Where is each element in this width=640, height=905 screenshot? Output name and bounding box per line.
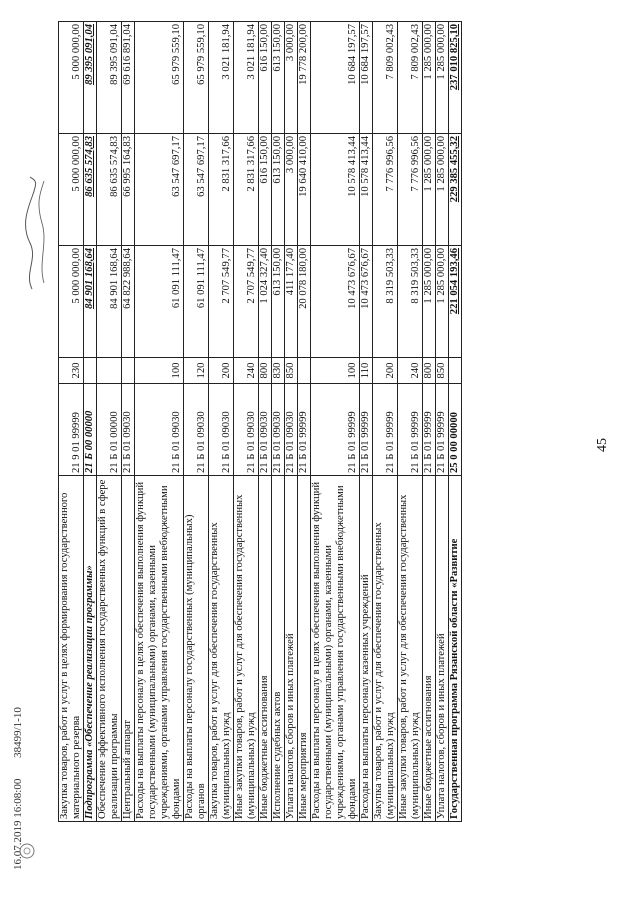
row-value-2021: 69 616 891,04 (122, 22, 135, 134)
row-value-2021: 237 010 825,10 (449, 22, 462, 134)
row-code: 21 9 01 99999 (59, 384, 84, 476)
row-name: Обеспечение эффективного исполнения государственных функций в сфере реализации программы (97, 476, 122, 822)
row-value-2019: 64 822 988,64 (122, 246, 135, 358)
row-value-2020: 7 776 996,56 (398, 134, 423, 246)
row-value-2021: 65 979 559,10 (184, 22, 209, 134)
row-value-2019: 2 707 549,77 (234, 246, 259, 358)
row-value-2021: 616 150,00 (259, 22, 272, 134)
row-value-2019: 8 319 503,33 (373, 246, 398, 358)
row-code: 21 Б 01 09030 (184, 384, 209, 476)
row-vr: 230 (59, 358, 84, 384)
table-row (122, 22, 135, 822)
table-row (272, 22, 285, 822)
row-value-2019: 1 285 000,00 (436, 246, 449, 358)
budget-table (58, 21, 462, 822)
table-row (298, 22, 311, 822)
row-code: 21 Б 01 09030 (272, 384, 285, 476)
table-row (449, 22, 462, 822)
row-value-2019: 1 024 327,40 (259, 246, 272, 358)
row-code: 21 Б 01 99999 (360, 384, 373, 476)
row-vr: 800 (259, 358, 272, 384)
budget-table-body (59, 22, 462, 822)
table-row (423, 22, 436, 822)
row-value-2020: 63 547 697,17 (135, 134, 184, 246)
table-row (184, 22, 209, 822)
row-code: 21 Б 01 09030 (209, 384, 234, 476)
row-value-2020: 66 995 164,83 (122, 134, 135, 246)
row-name: Центральный аппарат (122, 476, 135, 822)
row-value-2020: 63 547 697,17 (184, 134, 209, 246)
document-footer (12, 689, 24, 870)
row-vr: 120 (184, 358, 209, 384)
row-value-2019: 61 091 111,47 (184, 246, 209, 358)
row-name: Расходы на выплаты персоналу казенных учреждений (360, 476, 373, 822)
row-value-2020: 10 578 413,44 (360, 134, 373, 246)
footer-doc-id: 38499/1-10 (12, 707, 24, 758)
row-vr: 850 (285, 358, 298, 384)
row-value-2020: 229 385 455,32 (449, 134, 462, 246)
row-vr: 100 (135, 358, 184, 384)
row-code: 21 Б 01 99999 (298, 384, 311, 476)
row-value-2020: 616 150,00 (259, 134, 272, 246)
row-vr: 830 (272, 358, 285, 384)
row-code: 21 Б 01 99999 (436, 384, 449, 476)
row-vr (122, 358, 135, 384)
row-code: 21 Б 01 09030 (285, 384, 298, 476)
row-value-2019: 613 150,00 (272, 246, 285, 358)
row-value-2020: 19 640 410,00 (298, 134, 311, 246)
table-row (259, 22, 272, 822)
table-row (59, 22, 84, 822)
row-name: Иные закупки товаров, работ и услуг для обеспечения государственных (муниципальных) нужд (234, 476, 259, 822)
row-name: Расходы на выплаты персоналу в целях обеспечения выполнения функций государственными (муниципальными) органами, казенными учреждениями, органами управления государственными внебюджетными фондами (135, 476, 184, 822)
row-value-2021: 89 395 091,04 (97, 22, 122, 134)
row-code: 21 Б 01 09030 (234, 384, 259, 476)
table-row (97, 22, 122, 822)
row-value-2020: 86 635 574,83 (84, 134, 97, 246)
table-row (135, 22, 184, 822)
row-name: Государственная программа Рязанской области «Развитие (449, 476, 462, 822)
row-value-2020: 10 578 413,44 (311, 134, 360, 246)
row-value-2019: 10 473 676,67 (360, 246, 373, 358)
row-name: Уплата налогов, сборов и иных платежей (285, 476, 298, 822)
row-code: 21 Б 01 09030 (259, 384, 272, 476)
table-row (360, 22, 373, 822)
row-value-2020: 3 000,00 (285, 134, 298, 246)
handwritten-signature (22, 173, 50, 293)
row-code: 21 Б 01 09030 (135, 384, 184, 476)
row-value-2020: 1 285 000,00 (436, 134, 449, 246)
row-code: 21 Б 01 99999 (423, 384, 436, 476)
row-value-2019: 411 177,40 (285, 246, 298, 358)
row-value-2021: 10 684 197,57 (360, 22, 373, 134)
row-code: 21 Б 01 99999 (311, 384, 360, 476)
row-name: Иные бюджетные ассигнования (423, 476, 436, 822)
row-vr: 200 (373, 358, 398, 384)
row-value-2019: 84 901 168,64 (97, 246, 122, 358)
row-value-2020: 2 831 317,66 (209, 134, 234, 246)
table-row (285, 22, 298, 822)
row-vr: 850 (436, 358, 449, 384)
row-vr: 100 (311, 358, 360, 384)
row-value-2021: 7 809 002,43 (373, 22, 398, 134)
row-code: 21 Б 01 99999 (373, 384, 398, 476)
row-value-2019: 1 285 000,00 (423, 246, 436, 358)
row-value-2019: 10 473 676,67 (311, 246, 360, 358)
row-value-2021: 613 150,00 (272, 22, 285, 134)
row-name: Закупка товаров, работ и услуг для обеспечения государственных (муниципальных) нужд (209, 476, 234, 822)
row-value-2021: 65 979 559,10 (135, 22, 184, 134)
row-value-2019: 20 078 180,00 (298, 246, 311, 358)
row-vr: 240 (398, 358, 423, 384)
row-code: 21 Б 01 00000 (97, 384, 122, 476)
row-value-2021: 1 285 000,00 (423, 22, 436, 134)
row-name: Уплата налогов, сборов и иных платежей (436, 476, 449, 822)
row-value-2019: 84 901 168,64 (84, 246, 97, 358)
row-name: Иные мероприятия (298, 476, 311, 822)
row-name: Расходы на выплаты персоналу государственных (муниципальных) органов (184, 476, 209, 822)
row-value-2021: 5 000 000,00 (59, 22, 84, 134)
row-name: Иные закупки товаров, работ и услуг для обеспечения государственных (муниципальных) нужд (398, 476, 423, 822)
row-name: Закупка товаров, работ и услуг для обеспечения государственных (муниципальных) нужд (373, 476, 398, 822)
row-value-2020: 7 776 996,56 (373, 134, 398, 246)
table-row (398, 22, 423, 822)
row-vr: 240 (234, 358, 259, 384)
row-value-2021: 3 021 181,94 (209, 22, 234, 134)
row-name: Закупка товаров, работ и услуг в целях формирования государственного материального резерва (59, 476, 84, 822)
row-value-2019: 5 000 000,00 (59, 246, 84, 358)
row-value-2021: 1 285 000,00 (436, 22, 449, 134)
row-value-2019: 61 091 111,47 (135, 246, 184, 358)
row-value-2021: 3 000,00 (285, 22, 298, 134)
row-name: Подпрограмма «Обеспечение реализации программы» (84, 476, 97, 822)
row-vr: 200 (209, 358, 234, 384)
row-code: 21 Б 01 99999 (398, 384, 423, 476)
row-code: 21 Б 00 00000 (84, 384, 97, 476)
row-name: Расходы на выплаты персоналу в целях обеспечения выполнения функций государственными (муниципальными) органами, казенными учреждениями, органами управления государственными внебюджетными фондами (311, 476, 360, 822)
row-value-2021: 3 021 181,94 (234, 22, 259, 134)
row-value-2020: 613 150,00 (272, 134, 285, 246)
row-name: Иные бюджетные ассигнования (259, 476, 272, 822)
row-value-2021: 10 684 197,57 (311, 22, 360, 134)
row-name: Исполнение судебных актов (272, 476, 285, 822)
table-row (209, 22, 234, 822)
row-value-2020: 5 000 000,00 (59, 134, 84, 246)
row-value-2021: 7 809 002,43 (398, 22, 423, 134)
row-value-2019: 8 319 503,33 (398, 246, 423, 358)
page-number: 45 (595, 438, 610, 452)
row-vr (298, 358, 311, 384)
row-vr: 800 (423, 358, 436, 384)
row-value-2020: 2 831 317,66 (234, 134, 259, 246)
row-value-2020: 1 285 000,00 (423, 134, 436, 246)
row-value-2020: 86 635 574,83 (97, 134, 122, 246)
row-vr (449, 358, 462, 384)
row-vr (84, 358, 97, 384)
table-row (84, 22, 97, 822)
row-value-2021: 89 395 091,04 (84, 22, 97, 134)
row-value-2019: 2 707 549,77 (209, 246, 234, 358)
row-value-2021: 19 778 200,00 (298, 22, 311, 134)
stamp-icon (18, 842, 36, 860)
table-row (311, 22, 360, 822)
row-code: 25 0 00 00000 (449, 384, 462, 476)
table-row (436, 22, 449, 822)
row-value-2019: 221 054 193,46 (449, 246, 462, 358)
row-vr: 110 (360, 358, 373, 384)
footer-timestamp: 16.07.2019 16:08:00 (12, 778, 24, 870)
row-code: 21 Б 01 09030 (122, 384, 135, 476)
row-vr (97, 358, 122, 384)
table-row (373, 22, 398, 822)
table-row (234, 22, 259, 822)
